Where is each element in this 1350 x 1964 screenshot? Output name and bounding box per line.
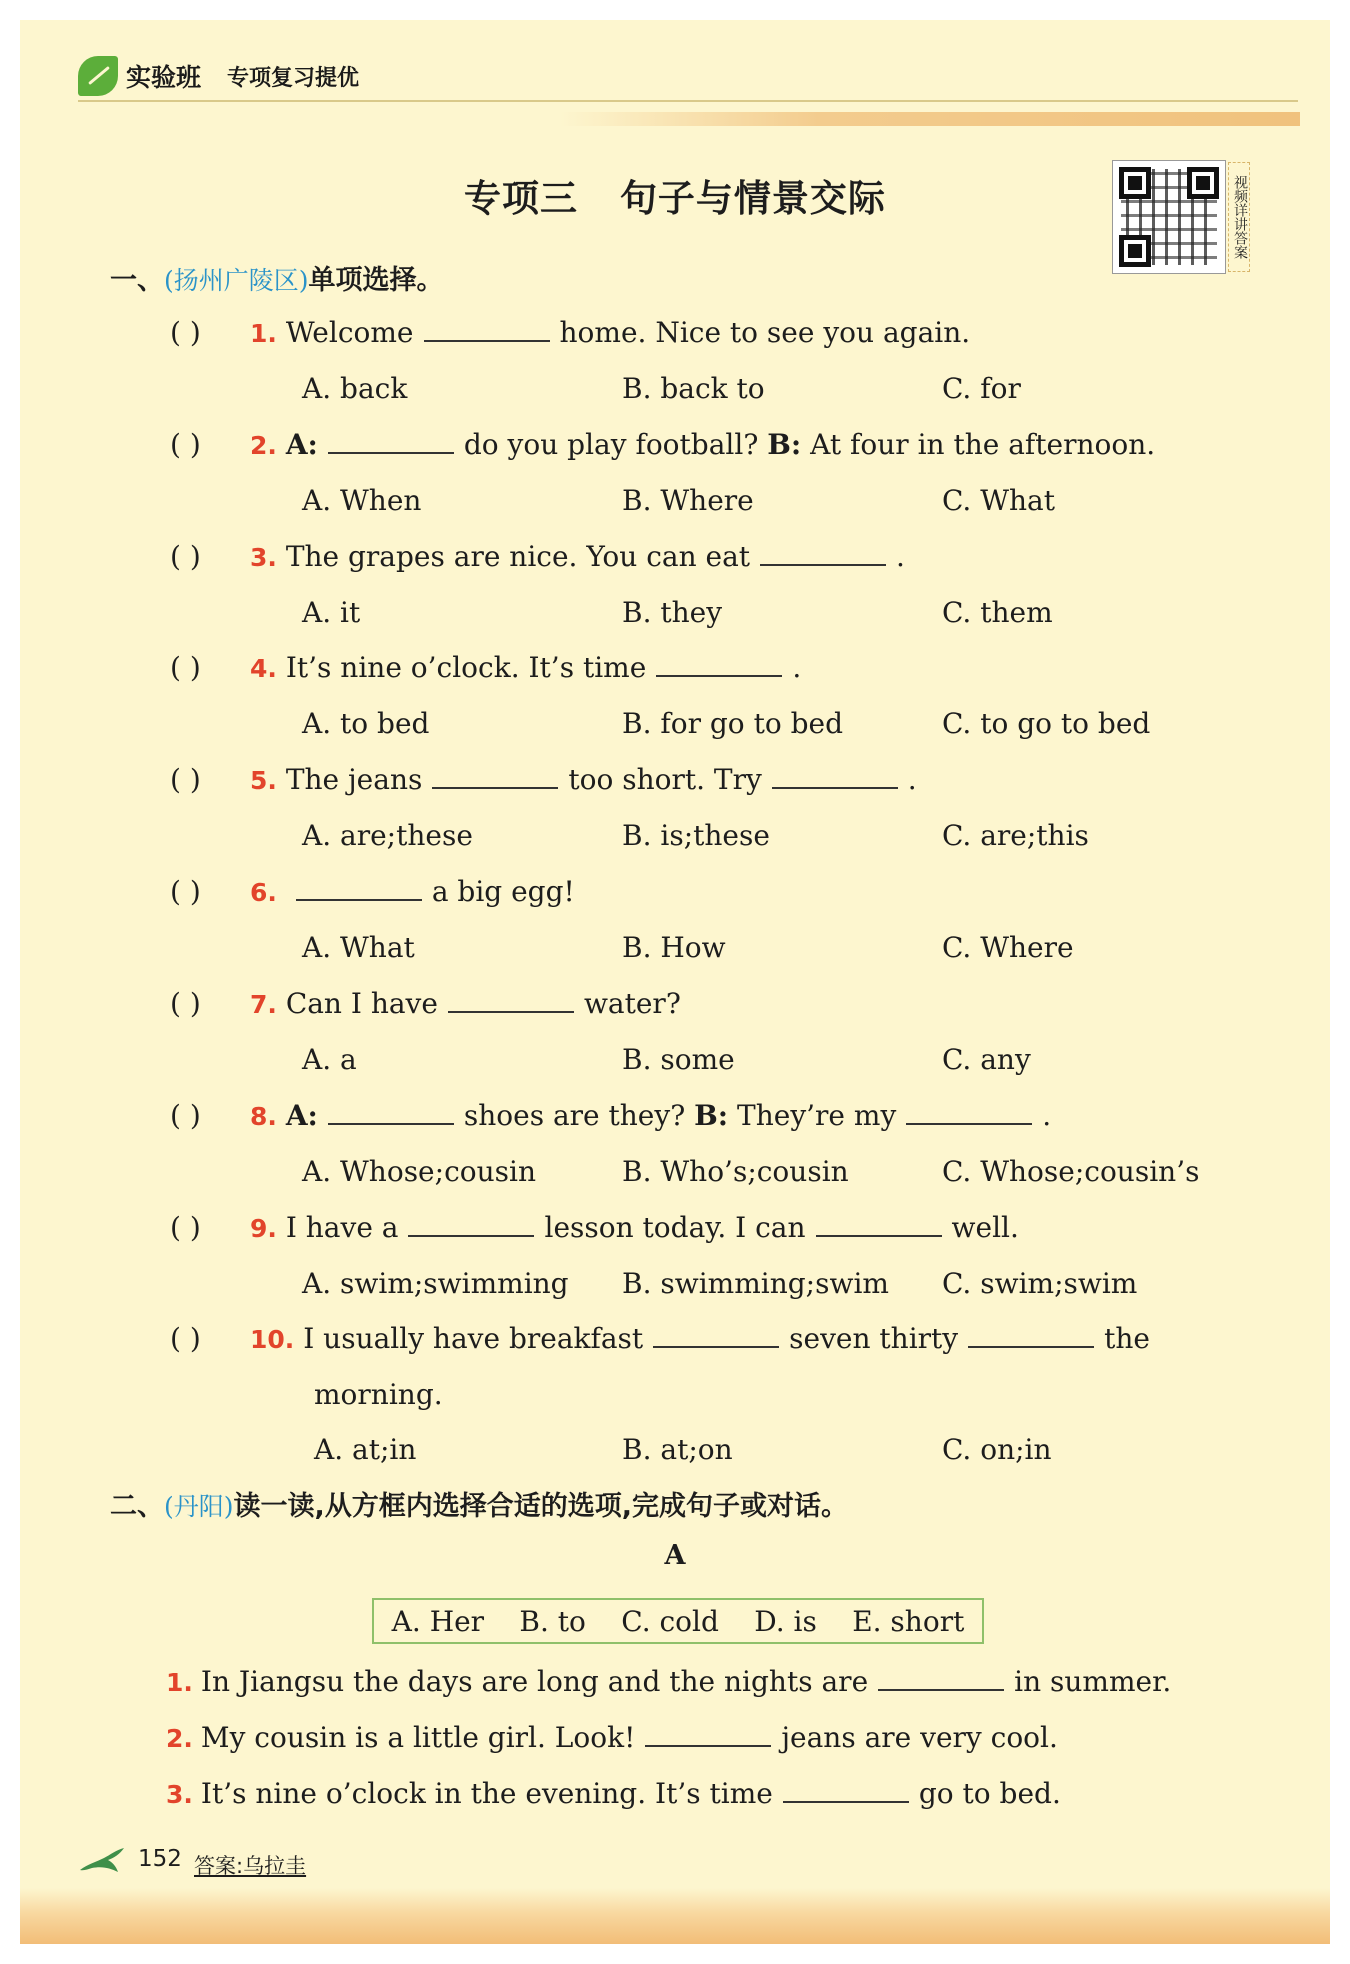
question-text: home. Nice to see you again. bbox=[559, 316, 971, 349]
answer-blank[interactable] bbox=[328, 1101, 454, 1125]
question-text: . bbox=[1042, 1099, 1052, 1132]
option-a[interactable]: A. back bbox=[302, 372, 408, 405]
section1-title: 单项选择。 bbox=[308, 265, 444, 296]
option-c[interactable]: C. for bbox=[942, 372, 1021, 405]
brand-name: 实验班 bbox=[126, 63, 202, 92]
option-a[interactable]: A. Whose;cousin bbox=[302, 1155, 536, 1188]
answer-note: 答案:乌拉圭 bbox=[194, 1854, 307, 1878]
question-text: well. bbox=[951, 1211, 1019, 1244]
question-text: At four in the afternoon. bbox=[810, 428, 1156, 461]
question-2 bbox=[170, 428, 1155, 461]
question-text: water? bbox=[583, 987, 681, 1020]
word-bank bbox=[372, 1598, 984, 1644]
question-number: 1. bbox=[166, 1668, 193, 1697]
section2-heading bbox=[110, 1484, 848, 1523]
word-option[interactable]: E. short bbox=[852, 1604, 965, 1638]
question-text: The grapes are nice. You can eat bbox=[285, 540, 751, 573]
option-a[interactable]: A. What bbox=[302, 931, 415, 964]
option-c[interactable]: C. Where bbox=[942, 931, 1074, 964]
question-text: The jeans bbox=[285, 763, 423, 796]
question-number: 3. bbox=[250, 543, 277, 572]
option-b[interactable]: B. Who’s;cousin bbox=[622, 1155, 849, 1188]
answer-paren[interactable]: ( ) bbox=[170, 763, 201, 796]
option-a[interactable]: A. When bbox=[302, 484, 422, 517]
question-text: morning. bbox=[314, 1378, 443, 1411]
question-7 bbox=[170, 987, 681, 1020]
option-b[interactable]: B. back to bbox=[622, 372, 765, 405]
question-text: It’s nine o’clock. It’s time bbox=[285, 651, 647, 684]
question-1 bbox=[170, 316, 970, 349]
question-number: 5. bbox=[250, 766, 277, 795]
question-text: a big egg! bbox=[431, 875, 575, 908]
word-option[interactable]: C. cold bbox=[621, 1604, 719, 1638]
answer-blank[interactable] bbox=[760, 542, 886, 566]
question-text: shoes are they? bbox=[463, 1099, 686, 1132]
answer-paren[interactable]: ( ) bbox=[170, 987, 201, 1020]
option-c[interactable]: C. on;in bbox=[942, 1433, 1052, 1466]
option-a[interactable]: A. at;in bbox=[314, 1433, 417, 1466]
answer-blank[interactable] bbox=[645, 1723, 771, 1747]
title-part1: 专项三 bbox=[464, 177, 579, 220]
answer-paren[interactable]: ( ) bbox=[170, 1099, 201, 1132]
page-number: 152 bbox=[138, 1846, 182, 1872]
speaker-a: A: bbox=[285, 1099, 318, 1132]
question-text: My cousin is a little girl. Look! bbox=[200, 1721, 636, 1754]
option-c[interactable]: C. swim;swim bbox=[942, 1267, 1138, 1300]
option-a[interactable]: A. swim;swimming bbox=[302, 1267, 569, 1300]
question-text: too short. Try bbox=[568, 763, 762, 796]
question-number: 2. bbox=[166, 1724, 193, 1753]
answer-blank[interactable] bbox=[328, 430, 454, 454]
section2-prefix: 二、 bbox=[110, 1491, 164, 1522]
question-text: seven thirty bbox=[789, 1322, 959, 1355]
question-number: 9. bbox=[250, 1214, 277, 1243]
section2-title: 读一读,从方框内选择合适的选项,完成句子或对话。 bbox=[233, 1491, 849, 1522]
title-part2: 句子与情景交际 bbox=[619, 177, 886, 220]
question-number: 10. bbox=[250, 1325, 295, 1354]
question-4 bbox=[170, 651, 801, 684]
qr-finder-icon bbox=[1187, 167, 1219, 199]
option-b[interactable]: B. How bbox=[622, 931, 726, 964]
question-text: . bbox=[907, 763, 917, 796]
brand-subtitle: 专项复习提优 bbox=[227, 65, 360, 91]
header-stripe bbox=[560, 112, 1300, 126]
option-a[interactable]: A. to bed bbox=[302, 707, 430, 740]
question-text: I usually have breakfast bbox=[303, 1322, 644, 1355]
qr-finder-icon bbox=[1119, 167, 1151, 199]
qr-code[interactable] bbox=[1112, 160, 1226, 274]
answer-blank[interactable] bbox=[816, 1213, 942, 1237]
question-text: Welcome bbox=[285, 316, 414, 349]
answer-paren[interactable]: ( ) bbox=[170, 1211, 201, 1244]
question-text: It’s nine o’clock in the evening. It’s time bbox=[200, 1777, 773, 1810]
option-c[interactable]: C. Whose;cousin’s bbox=[942, 1155, 1200, 1188]
option-a[interactable]: A. a bbox=[302, 1043, 357, 1076]
question-text: go to bed. bbox=[918, 1777, 1061, 1810]
brand bbox=[78, 56, 359, 96]
question-text: Can I have bbox=[285, 987, 438, 1020]
speaker-b: B: bbox=[694, 1099, 729, 1132]
fill-question-1 bbox=[166, 1665, 1171, 1698]
option-c[interactable]: C. are;this bbox=[942, 819, 1089, 852]
section2-region: (丹阳) bbox=[164, 1492, 234, 1521]
question-number: 7. bbox=[250, 990, 277, 1019]
answer-blank[interactable] bbox=[653, 1324, 779, 1348]
answer-blank[interactable] bbox=[656, 653, 782, 677]
header-divider bbox=[78, 100, 1298, 102]
section1-heading bbox=[110, 258, 444, 297]
question-10-continued bbox=[314, 1378, 443, 1411]
option-b[interactable]: B. is;these bbox=[622, 819, 770, 852]
answer-blank[interactable] bbox=[408, 1213, 534, 1237]
answer-blank[interactable] bbox=[878, 1667, 1004, 1691]
bird-icon bbox=[78, 1846, 126, 1874]
answer-paren[interactable]: ( ) bbox=[170, 875, 201, 908]
question-text: do you play football? bbox=[463, 428, 759, 461]
answer-paren[interactable]: ( ) bbox=[170, 651, 201, 684]
option-c[interactable]: C. to go to bed bbox=[942, 707, 1151, 740]
footer-band bbox=[20, 1888, 1330, 1944]
question-text: jeans are very cool. bbox=[781, 1721, 1058, 1754]
answer-paren[interactable]: ( ) bbox=[170, 540, 201, 573]
answer-blank[interactable] bbox=[772, 765, 898, 789]
question-text: in summer. bbox=[1014, 1665, 1172, 1698]
question-text: In Jiangsu the days are long and the nights are bbox=[200, 1665, 869, 1698]
question-number: 4. bbox=[250, 654, 277, 683]
qr-label: 视频详讲答案 bbox=[1228, 162, 1250, 272]
answer-blank[interactable] bbox=[968, 1324, 1094, 1348]
question-number: 2. bbox=[250, 431, 277, 460]
question-8 bbox=[170, 1099, 1051, 1132]
answer-blank[interactable] bbox=[906, 1101, 1032, 1125]
option-c[interactable]: C. any bbox=[942, 1043, 1031, 1076]
question-text: the bbox=[1104, 1322, 1150, 1355]
page-background bbox=[20, 20, 1330, 1944]
question-3 bbox=[170, 540, 905, 573]
question-number: 1. bbox=[250, 319, 277, 348]
answer-paren[interactable]: ( ) bbox=[170, 1322, 201, 1355]
question-number: 8. bbox=[250, 1102, 277, 1131]
answer-blank[interactable] bbox=[424, 318, 550, 342]
option-b[interactable]: B. some bbox=[622, 1043, 735, 1076]
question-number: 3. bbox=[166, 1780, 193, 1809]
answer-blank[interactable] bbox=[448, 989, 574, 1013]
answer-paren[interactable]: ( ) bbox=[170, 316, 201, 349]
answer-blank[interactable] bbox=[432, 765, 558, 789]
option-a[interactable]: A. it bbox=[302, 596, 361, 629]
question-text: lesson today. I can bbox=[544, 1211, 806, 1244]
section1-region: (扬州广陵区) bbox=[164, 266, 309, 295]
fill-question-3 bbox=[166, 1777, 1061, 1810]
question-10 bbox=[170, 1322, 1150, 1355]
question-number: 6. bbox=[250, 878, 277, 907]
question-9 bbox=[170, 1211, 1019, 1244]
question-text: They’re my bbox=[737, 1099, 897, 1132]
part-a-label: A bbox=[664, 1540, 686, 1571]
word-option[interactable]: D. is bbox=[754, 1604, 817, 1638]
option-c[interactable]: C. What bbox=[942, 484, 1055, 517]
answer-blank[interactable] bbox=[296, 877, 422, 901]
word-option[interactable]: B. to bbox=[519, 1604, 586, 1638]
option-b[interactable]: B. they bbox=[622, 596, 723, 629]
speaker-b: B: bbox=[767, 428, 802, 461]
question-5 bbox=[170, 763, 917, 796]
fill-question-2 bbox=[166, 1721, 1058, 1754]
option-b[interactable]: B. swimming;swim bbox=[622, 1267, 889, 1300]
question-text: . bbox=[792, 651, 802, 684]
leaf-logo-icon bbox=[78, 56, 118, 96]
answer-paren[interactable]: ( ) bbox=[170, 428, 201, 461]
question-text: I have a bbox=[285, 1211, 399, 1244]
option-c[interactable]: C. them bbox=[942, 596, 1053, 629]
question-6 bbox=[170, 875, 575, 908]
option-a[interactable]: A. are;these bbox=[302, 819, 473, 852]
option-b[interactable]: B. at;on bbox=[622, 1433, 733, 1466]
section1-prefix: 一、 bbox=[110, 265, 164, 296]
option-b[interactable]: B. Where bbox=[622, 484, 754, 517]
word-option[interactable]: A. Her bbox=[391, 1604, 485, 1638]
option-b[interactable]: B. for go to bed bbox=[622, 707, 843, 740]
speaker-a: A: bbox=[285, 428, 318, 461]
answer-blank[interactable] bbox=[783, 1779, 909, 1803]
question-text: . bbox=[896, 540, 905, 573]
qr-finder-icon bbox=[1119, 235, 1151, 267]
